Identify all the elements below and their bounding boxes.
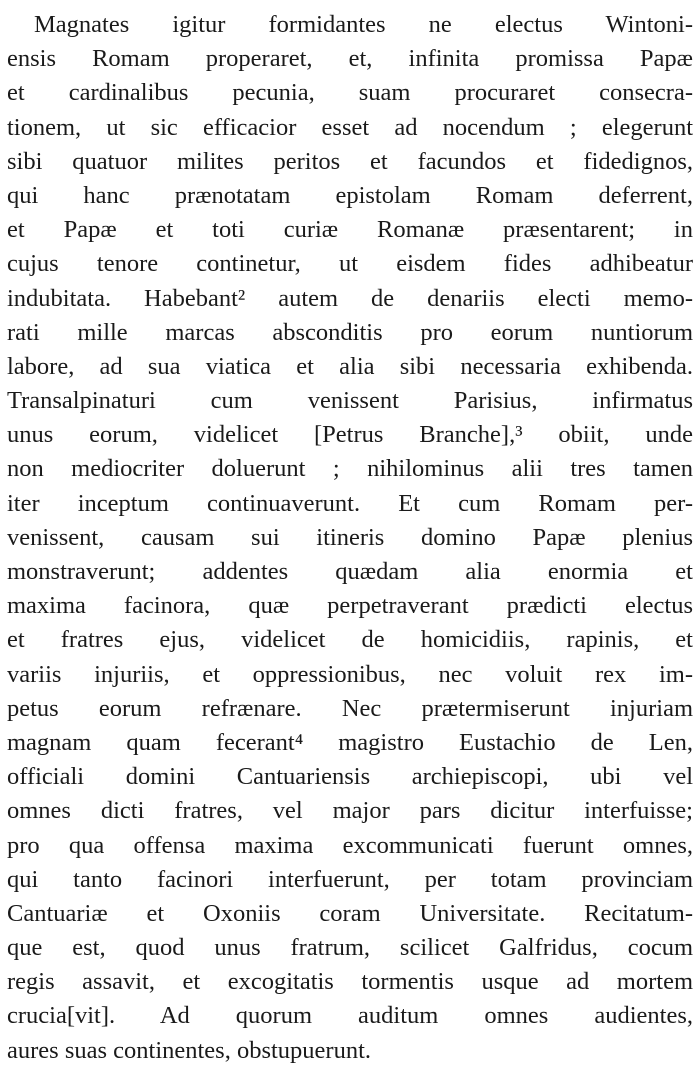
text-line: monstraverunt; addentes quædam alia enormia et xyxy=(7,558,693,585)
text-line: qui hanc prænotatam epistolam Romam deferrent, xyxy=(7,181,693,209)
text-line: non mediocriter doluerunt ; nihilominus alii tres tamen xyxy=(7,455,693,483)
text-line: sibi quatuor milites peritos et facundos et fidedignos, xyxy=(7,147,693,175)
text-line: omnes dicti fratres, vel major pars dicitur interfuisse; xyxy=(7,797,693,825)
text-line: pro qua offensa maxima excommunicati fuerunt omnes, xyxy=(7,831,693,859)
text-line: regis assavit, et excogitatis tormentis usque ad mortem xyxy=(7,968,693,996)
text-line: aures suas continentes, obstupuerunt. xyxy=(7,1036,372,1064)
text-line: iter inceptum continuaverunt. Et cum Romam per- xyxy=(7,489,693,517)
text-line: unus eorum, videlicet [Petrus Branche],³ obiit, unde xyxy=(7,421,693,449)
text-line: et cardinalibus pecunia, suam procuraret consecra- xyxy=(7,79,693,107)
text-line: labore, ad sua viatica et alia sibi necessaria exhibenda. xyxy=(7,352,693,380)
text-line: cujus tenore continetur, ut eisdem fides adhibeatur xyxy=(7,250,693,278)
text-line: Transalpinaturi cum venissent Parisius, infirmatus xyxy=(7,387,693,415)
text-line: maxima facinora, quæ perpetraverant prædicti electus xyxy=(7,592,693,620)
text-line: rati mille marcas absconditis pro eorum nuntiorum xyxy=(7,318,693,346)
text-line: variis injuriis, et oppressionibus, nec voluit rex im- xyxy=(7,660,693,688)
text-line: petus eorum refrænare. Nec prætermiserunt injuriam xyxy=(7,694,693,722)
text-line: indubitata. Habebant² autem de denariis electi memo- xyxy=(7,284,693,312)
body-paragraph xyxy=(7,8,693,1068)
text-line: Cantuariæ et Oxoniis coram Universitate. Recitatum- xyxy=(7,899,693,927)
text-line: qui tanto facinori interfuerunt, per totam provinciam xyxy=(7,865,693,893)
text-line: et fratres ejus, videlicet de homicidiis, rapinis, et xyxy=(7,626,693,654)
text-line: officiali domini Cantuariensis archiepiscopi, ubi vel xyxy=(7,763,693,791)
text-line: Magnates igitur formidantes ne electus Wintoni- xyxy=(34,11,693,38)
text-line: crucia[vit]. Ad quorum auditum omnes audientes, xyxy=(7,1002,693,1030)
text-line: venissent, causam sui itineris domino Papæ plenius xyxy=(7,523,693,551)
text-line: magnam quam fecerant⁴ magistro Eustachio de Len, xyxy=(7,728,693,756)
text-line: ensis Romam properaret, et, infinita promissa Papæ xyxy=(7,45,693,73)
text-line: que est, quod unus fratrum, scilicet Galfridus, cocum xyxy=(7,934,693,962)
text-line: et Papæ et toti curiæ Romanæ præsentarent; in xyxy=(7,216,693,244)
text-line: tionem, ut sic efficacior esset ad nocendum ; elegerunt xyxy=(7,113,693,141)
